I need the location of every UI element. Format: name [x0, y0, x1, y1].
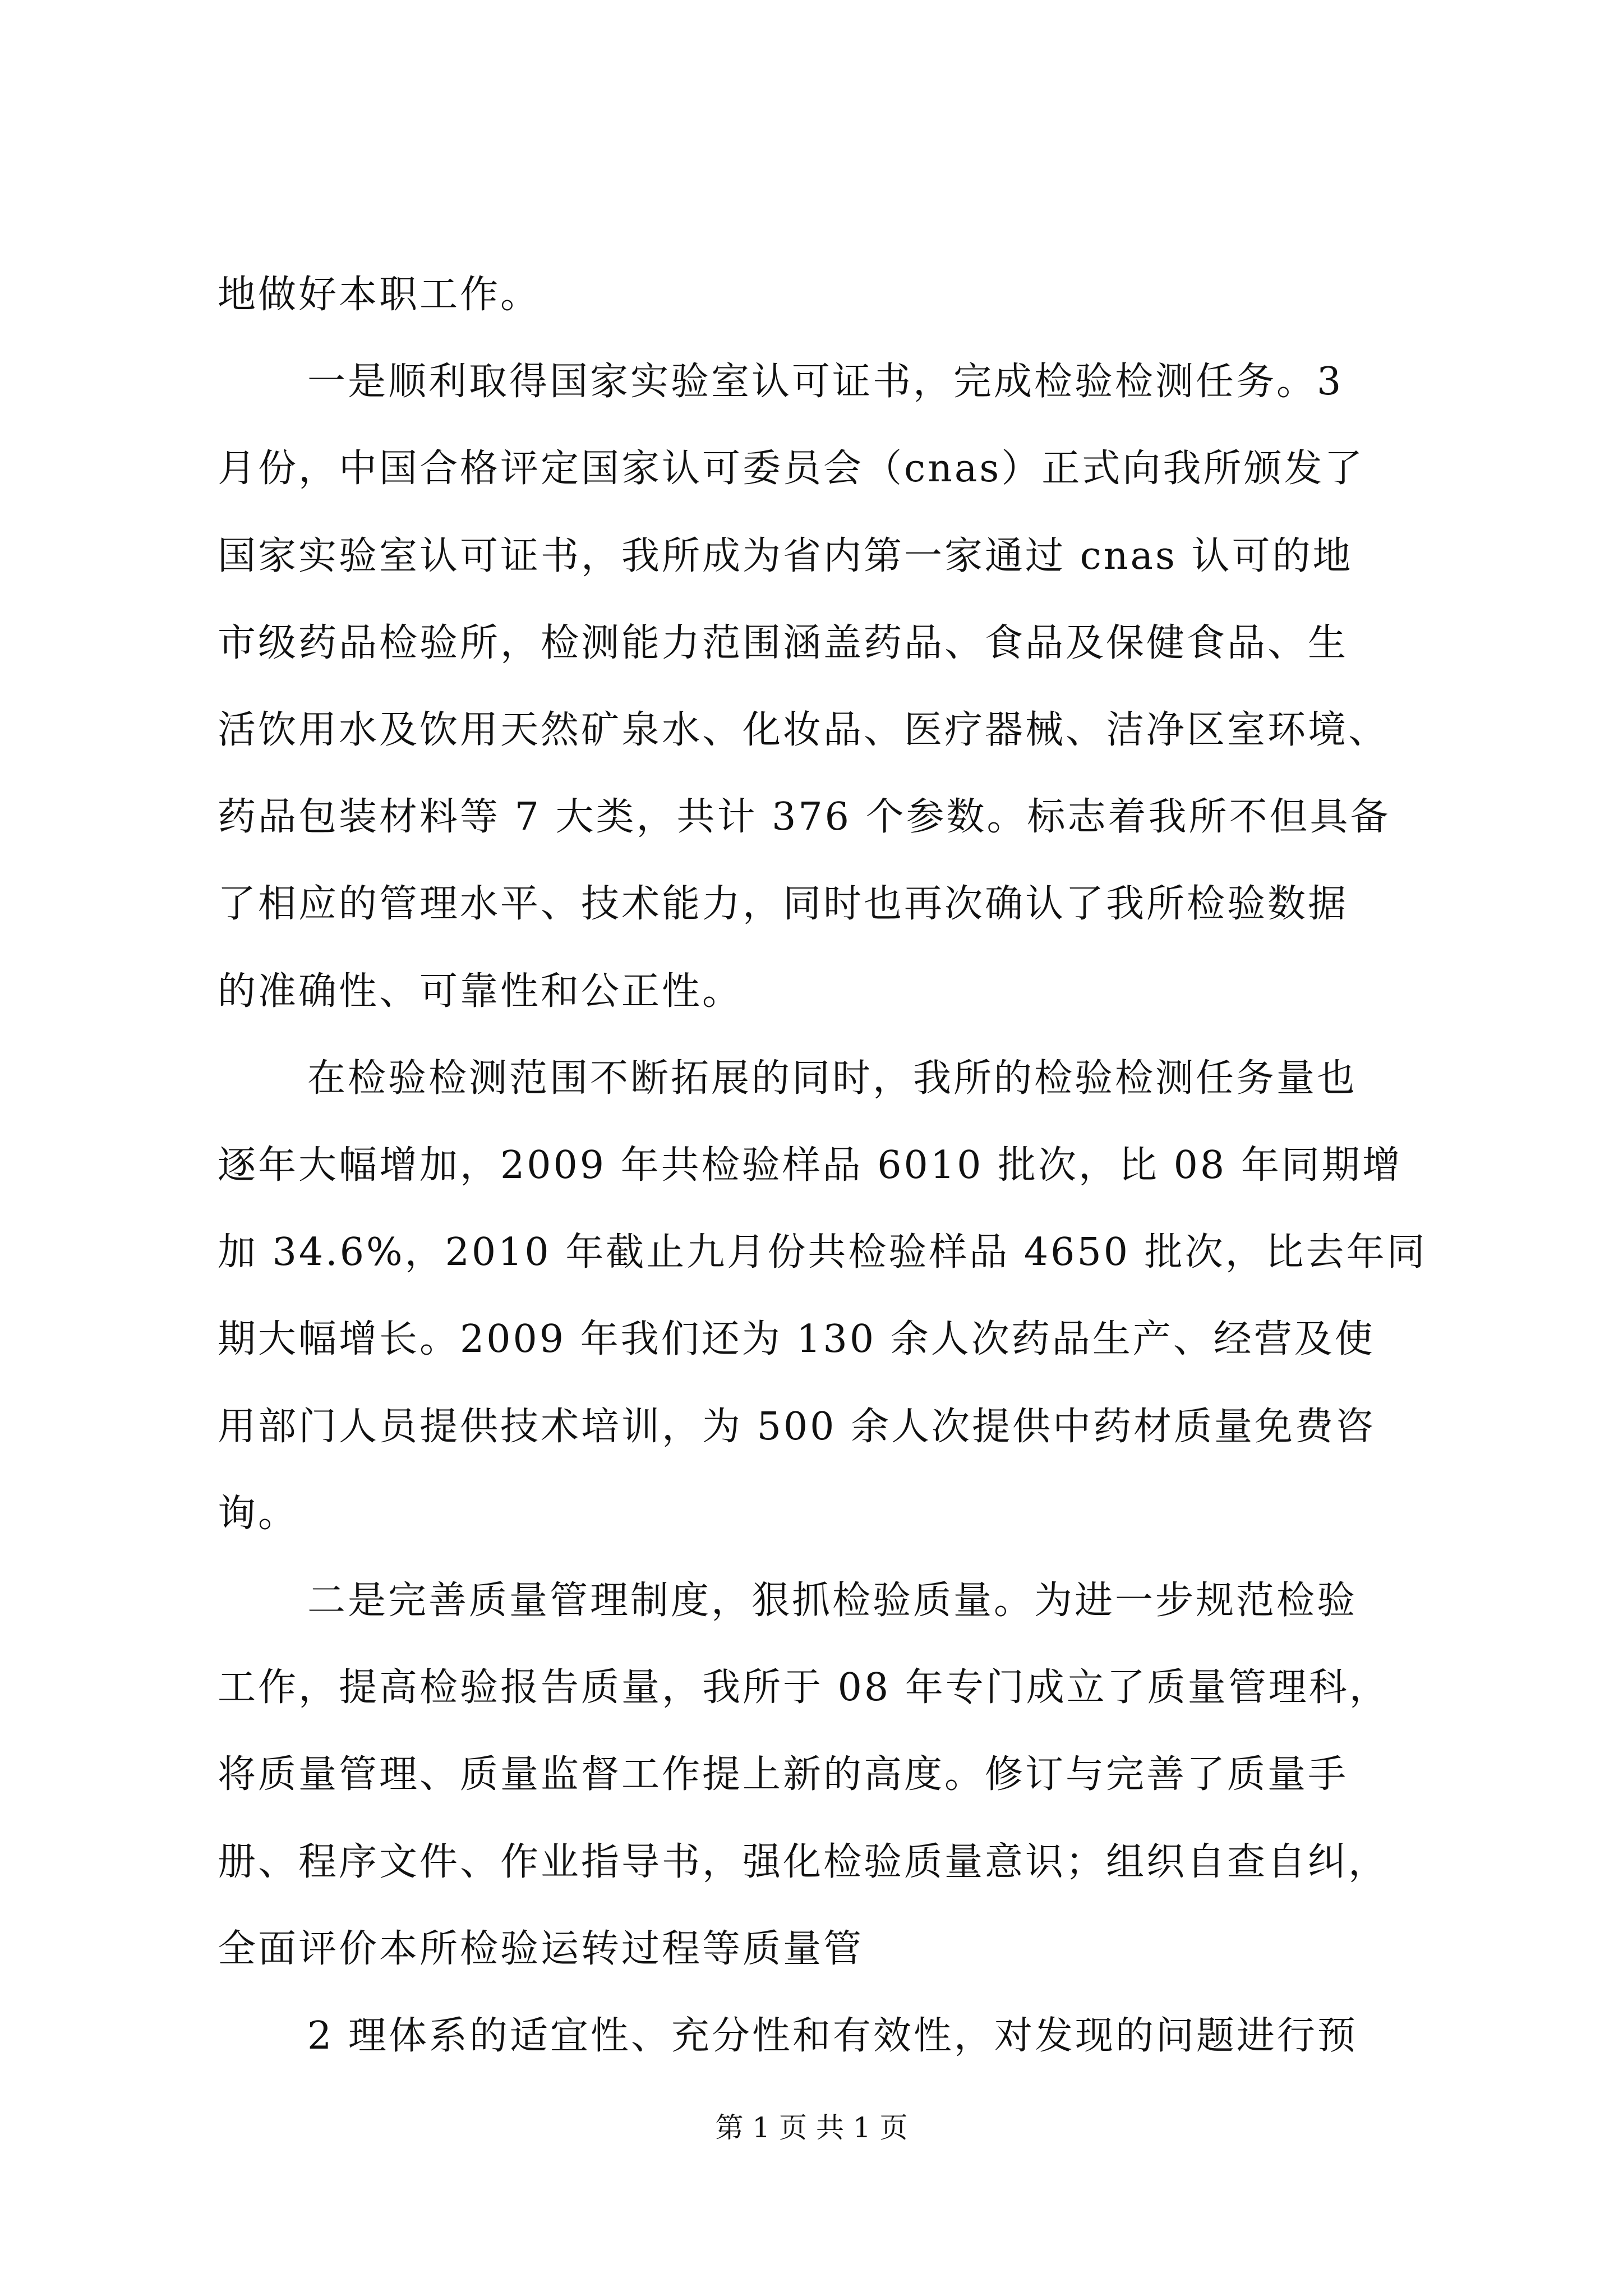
text-line: 市级药品检验所，检测能力范围涵盖药品、食品及保健食品、生	[218, 621, 1349, 665]
text-line: 用部门人员提供技术培训，为 500 余人次提供中药材质量免费咨	[218, 1405, 1376, 1449]
text-line: 询。	[218, 1492, 299, 1536]
text-line: 工作，提高检验报告质量，我所于 08 年专门成立了质量管理科，	[218, 1665, 1390, 1710]
page-footer: 第 1 页 共 1 页	[715, 2111, 908, 2144]
text-line: 了相应的管理水平、技术能力，同时也再次确认了我所检验数据	[218, 882, 1349, 926]
text-line: 在检验检测范围不断拓展的同时，我所的检验检测任务量也	[307, 1056, 1358, 1101]
text-line: 二是完善质量管理制度，狠抓检验质量。为进一步规范检验	[307, 1579, 1358, 1623]
text-line: 的准确性、可靠性和公正性。	[218, 969, 743, 1014]
text-line: 全面评价本所检验运转过程等质量管	[218, 1927, 864, 1971]
text-line: 国家实验室认可证书，我所成为省内第一家通过 cnas 认可的地	[218, 534, 1353, 578]
text-line: 期大幅增长。2009 年我们还为 130 余人次药品生产、经营及使	[218, 1317, 1375, 1361]
text-line: 地做好本职工作。	[218, 273, 541, 317]
text-line: 加 34.6%，2010 年截止九月份共检验样品 4650 批次，比去年同	[218, 1230, 1427, 1274]
text-line: 药品包装材料等 7 大类，共计 376 个参数。标志着我所不但具备	[218, 795, 1391, 839]
text-line: 活饮用水及饮用天然矿泉水、化妆品、医疗器械、洁净区室环境、	[218, 708, 1389, 752]
text-line: 册、程序文件、作业指导书，强化检验质量意识；组织自查自纠，	[218, 1840, 1389, 1884]
text-line: 月份，中国合格评定国家认可委员会（cnas）正式向我所颁发了	[218, 447, 1365, 491]
text-line: 逐年大幅增加，2009 年共检验样品 6010 批次，比 08 年同期增	[218, 1143, 1403, 1188]
text-line: 一是顺利取得国家实验室认可证书，完成检验检测任务。3	[307, 360, 1344, 404]
text-line: 2 理体系的适宜性、充分性和有效性，对发现的问题进行预	[307, 2014, 1358, 2058]
text-line: 将质量管理、质量监督工作提上新的高度。修订与完善了质量手	[218, 1752, 1349, 1797]
